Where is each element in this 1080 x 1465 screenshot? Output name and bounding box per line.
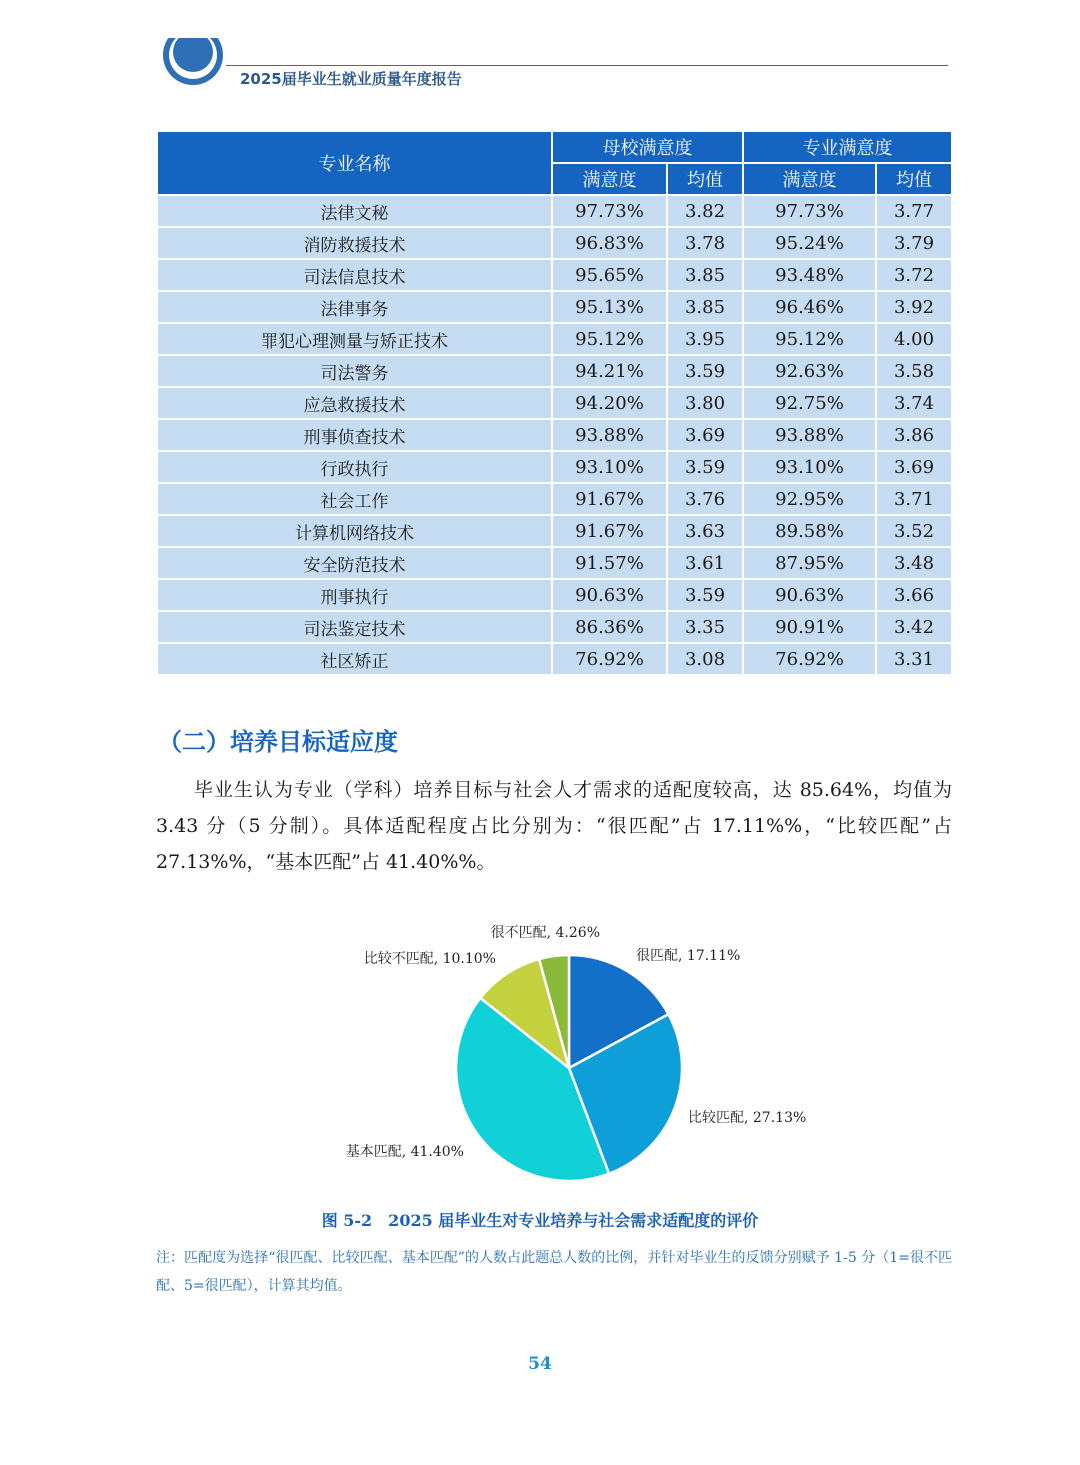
cell-school-mean: 3.69 — [668, 420, 742, 450]
cell-school-sat: 91.57% — [553, 548, 666, 578]
cell-major-mean: 3.42 — [877, 612, 951, 642]
cell-name: 消防救援技术 — [158, 228, 551, 258]
cell-school-sat: 90.63% — [553, 580, 666, 610]
table-row — [158, 356, 951, 386]
cell-major-mean: 3.69 — [877, 452, 951, 482]
cell-school-mean: 3.59 — [668, 452, 742, 482]
col-header-major-sat: 满意度 — [744, 164, 875, 194]
cell-major-sat: 95.24% — [744, 228, 875, 258]
table-row — [158, 292, 951, 322]
col-header-school-sat: 满意度 — [553, 164, 666, 194]
table-row — [158, 484, 951, 514]
section-heading: （二）培养目标适应度 — [158, 728, 398, 756]
cell-major-mean: 3.66 — [877, 580, 951, 610]
table-row — [158, 420, 951, 450]
cell-school-sat: 93.10% — [553, 452, 666, 482]
cell-major-mean: 3.86 — [877, 420, 951, 450]
cell-school-mean: 3.82 — [668, 196, 742, 226]
cell-school-mean: 3.76 — [668, 484, 742, 514]
table-row — [158, 580, 951, 610]
table-row — [158, 516, 951, 546]
cell-school-sat: 94.21% — [553, 356, 666, 386]
cell-name: 安全防范技术 — [158, 548, 551, 578]
cell-name: 法律文秘 — [158, 196, 551, 226]
table-row — [158, 644, 951, 674]
cell-school-sat: 94.20% — [553, 388, 666, 418]
cell-major-sat: 90.63% — [744, 580, 875, 610]
col-header-major: 专业名称 — [158, 132, 551, 194]
cell-name: 行政执行 — [158, 452, 551, 482]
cell-name: 应急救援技术 — [158, 388, 551, 418]
cell-name: 司法警务 — [158, 356, 551, 386]
cell-major-sat: 93.48% — [744, 260, 875, 290]
cell-name: 刑事执行 — [158, 580, 551, 610]
cell-major-mean: 3.77 — [877, 196, 951, 226]
cell-school-sat: 95.65% — [553, 260, 666, 290]
cell-name: 计算机网络技术 — [158, 516, 551, 546]
cell-school-sat: 96.83% — [553, 228, 666, 258]
cell-major-sat: 93.10% — [744, 452, 875, 482]
cell-name: 法律事务 — [158, 292, 551, 322]
cell-major-mean: 4.00 — [877, 324, 951, 354]
cell-major-sat: 76.92% — [744, 644, 875, 674]
cell-name: 司法信息技术 — [158, 260, 551, 290]
cell-name: 罪犯心理测量与矫正技术 — [158, 324, 551, 354]
report-logo — [160, 38, 230, 98]
table-row — [158, 612, 951, 642]
table-row — [158, 548, 951, 578]
table-row — [158, 260, 951, 290]
cell-school-sat: 91.67% — [553, 484, 666, 514]
cell-school-mean: 3.35 — [668, 612, 742, 642]
cell-major-sat: 92.75% — [744, 388, 875, 418]
cell-major-mean: 3.71 — [877, 484, 951, 514]
col-group-school: 母校满意度 — [553, 132, 742, 162]
header-rule — [226, 65, 948, 66]
cell-major-sat: 97.73% — [744, 196, 875, 226]
cell-school-mean: 3.59 — [668, 580, 742, 610]
cell-school-mean: 3.61 — [668, 548, 742, 578]
cell-school-sat: 97.73% — [553, 196, 666, 226]
slice-label: 很不匹配, 4.26% — [490, 925, 600, 941]
cell-major-sat: 96.46% — [744, 292, 875, 322]
cell-major-sat: 93.88% — [744, 420, 875, 450]
col-header-major-mean: 均值 — [877, 164, 951, 194]
col-group-major: 专业满意度 — [744, 132, 951, 162]
figure-note: 注：匹配度为选择“很匹配、比较匹配、基本匹配”的人数占此题总人数的比例，并针对毕业生的反馈分别赋予 1-5 分（1=很不匹配、5=很匹配），计算其均值。 — [156, 1250, 952, 1294]
cell-school-mean: 3.80 — [668, 388, 742, 418]
table-row — [158, 324, 951, 354]
cell-name: 刑事侦查技术 — [158, 420, 551, 450]
cell-school-mean: 3.85 — [668, 292, 742, 322]
table-row — [158, 452, 951, 482]
cell-school-mean: 3.78 — [668, 228, 742, 258]
header-title: 2025届毕业生就业质量年度报告 — [240, 70, 462, 88]
figure-caption: 图 5-2 2025 届毕业生对专业培养与社会需求适配度的评价 — [321, 1211, 759, 1230]
cell-school-sat: 91.67% — [553, 516, 666, 546]
cell-school-sat: 95.12% — [553, 324, 666, 354]
table-row — [158, 388, 951, 418]
cell-major-sat: 95.12% — [744, 324, 875, 354]
cell-school-mean: 3.63 — [668, 516, 742, 546]
cell-major-sat: 92.95% — [744, 484, 875, 514]
slice-label: 基本匹配, 41.40% — [345, 1144, 464, 1160]
cell-major-sat: 87.95% — [744, 548, 875, 578]
col-header-school-mean: 均值 — [668, 164, 742, 194]
page-number: 54 — [528, 1354, 552, 1374]
cell-major-mean: 3.31 — [877, 644, 951, 674]
cell-school-mean: 3.59 — [668, 356, 742, 386]
slice-label: 比较不匹配, 10.10% — [363, 951, 496, 967]
cell-school-sat: 86.36% — [553, 612, 666, 642]
cell-major-mean: 3.72 — [877, 260, 951, 290]
cell-major-mean: 3.52 — [877, 516, 951, 546]
satisfaction-table — [156, 130, 953, 676]
section-paragraph: 毕业生认为专业（学科）培养目标与社会人才需求的适配度较高，达 85.64%，均值为 3.43 分（5 分制）。具体适配程度占比分别为：“很匹配”占 17.11%%，“比较匹配”占 27.13%%，“基本匹配”占 41.40%%。 — [156, 779, 952, 873]
cell-major-mean: 3.79 — [877, 228, 951, 258]
table-row — [158, 196, 951, 226]
cell-major-sat: 89.58% — [744, 516, 875, 546]
table-row — [158, 228, 951, 258]
cell-major-sat: 92.63% — [744, 356, 875, 386]
cell-school-sat: 95.13% — [553, 292, 666, 322]
cell-major-mean: 3.58 — [877, 356, 951, 386]
cell-name: 社区矫正 — [158, 644, 551, 674]
cell-school-mean: 3.85 — [668, 260, 742, 290]
cell-school-mean: 3.08 — [668, 644, 742, 674]
cell-name: 社会工作 — [158, 484, 551, 514]
cell-school-sat: 93.88% — [553, 420, 666, 450]
cell-school-sat: 76.92% — [553, 644, 666, 674]
cell-major-mean: 3.92 — [877, 292, 951, 322]
cell-major-mean: 3.48 — [877, 548, 951, 578]
slice-label: 比较匹配, 27.13% — [688, 1110, 807, 1126]
cell-major-sat: 90.91% — [744, 612, 875, 642]
cell-school-mean: 3.95 — [668, 324, 742, 354]
fit-pie-chart — [300, 912, 860, 1202]
cell-major-mean: 3.74 — [877, 388, 951, 418]
cell-name: 司法鉴定技术 — [158, 612, 551, 642]
slice-label: 很匹配, 17.11% — [636, 948, 741, 964]
